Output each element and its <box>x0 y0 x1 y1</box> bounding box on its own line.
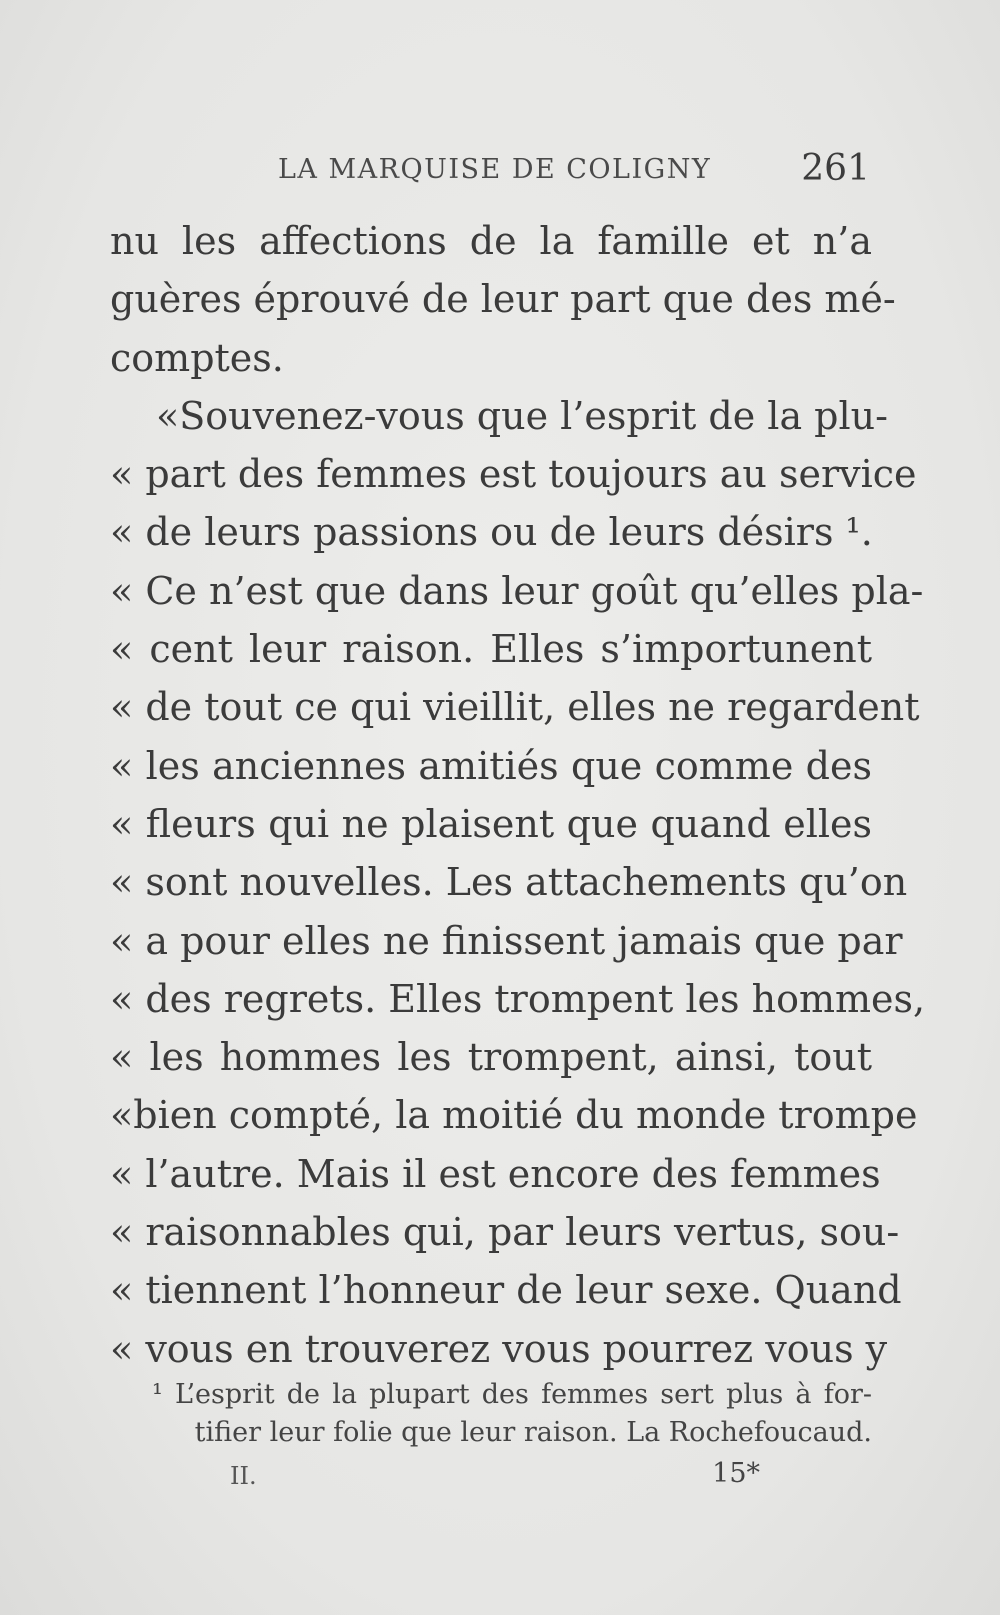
text-line: « les anciennes amitiés que comme des <box>110 743 872 788</box>
text-line: nu les affections de la famille et n’a <box>110 219 872 263</box>
printer-signature <box>230 1458 760 1502</box>
text-line: « part des femmes est toujours au service <box>110 452 917 497</box>
text-line: guères éprouvé de leur part que des mé- <box>110 277 896 322</box>
text-line: « des regrets. Elles trompent les hommes, <box>110 976 926 1021</box>
body-text <box>110 212 926 1378</box>
footnote-line: ¹ L’esprit de la plupart des femmes sert plus à for- <box>152 1379 872 1410</box>
page-number: 261 <box>801 148 870 189</box>
footnote-line: tifier leur folie que leur raison. La Rochefoucaud. <box>194 1417 872 1448</box>
text-line: « de tout ce qui vieillit, elles ne regardent <box>110 685 920 730</box>
text-line: « de leurs passions ou de leurs désirs ¹. <box>110 510 873 555</box>
text-line: « raisonnables qui, par leurs vertus, sou- <box>110 1210 900 1255</box>
text-line: « cent leur raison. Elles s’importunent <box>110 627 872 672</box>
text-line: « vous en trouverez vous pourrez vous y <box>110 1326 888 1371</box>
text-line: « tiennent l’honneur de leur sexe. Quand <box>110 1268 902 1313</box>
text-line: comptes. <box>110 335 284 380</box>
text-line: « les hommes les trompent, ainsi, tout <box>110 1035 872 1080</box>
text-line: «Souvenez-vous que l’esprit de la plu- <box>156 393 888 438</box>
text-line: «bien compté, la moitié du monde trompe <box>110 1093 918 1138</box>
text-line: « Ce n’est que dans leur goût qu’elles pla- <box>110 568 924 613</box>
page-header <box>278 148 870 188</box>
text-line: « l’autre. Mais il est encore des femmes <box>110 1151 881 1196</box>
text-line: « a pour elles ne finissent jamais que par <box>110 918 903 963</box>
running-title: LA MARQUISE DE COLIGNY <box>278 154 712 185</box>
text-line: « sont nouvelles. Les attachements qu’on <box>110 860 908 905</box>
text-line: « fleurs qui ne plaisent que quand elles <box>110 801 872 846</box>
footnote <box>112 1376 872 1452</box>
volume-number: II. <box>230 1462 257 1490</box>
gathering-mark: 15* <box>712 1458 760 1489</box>
